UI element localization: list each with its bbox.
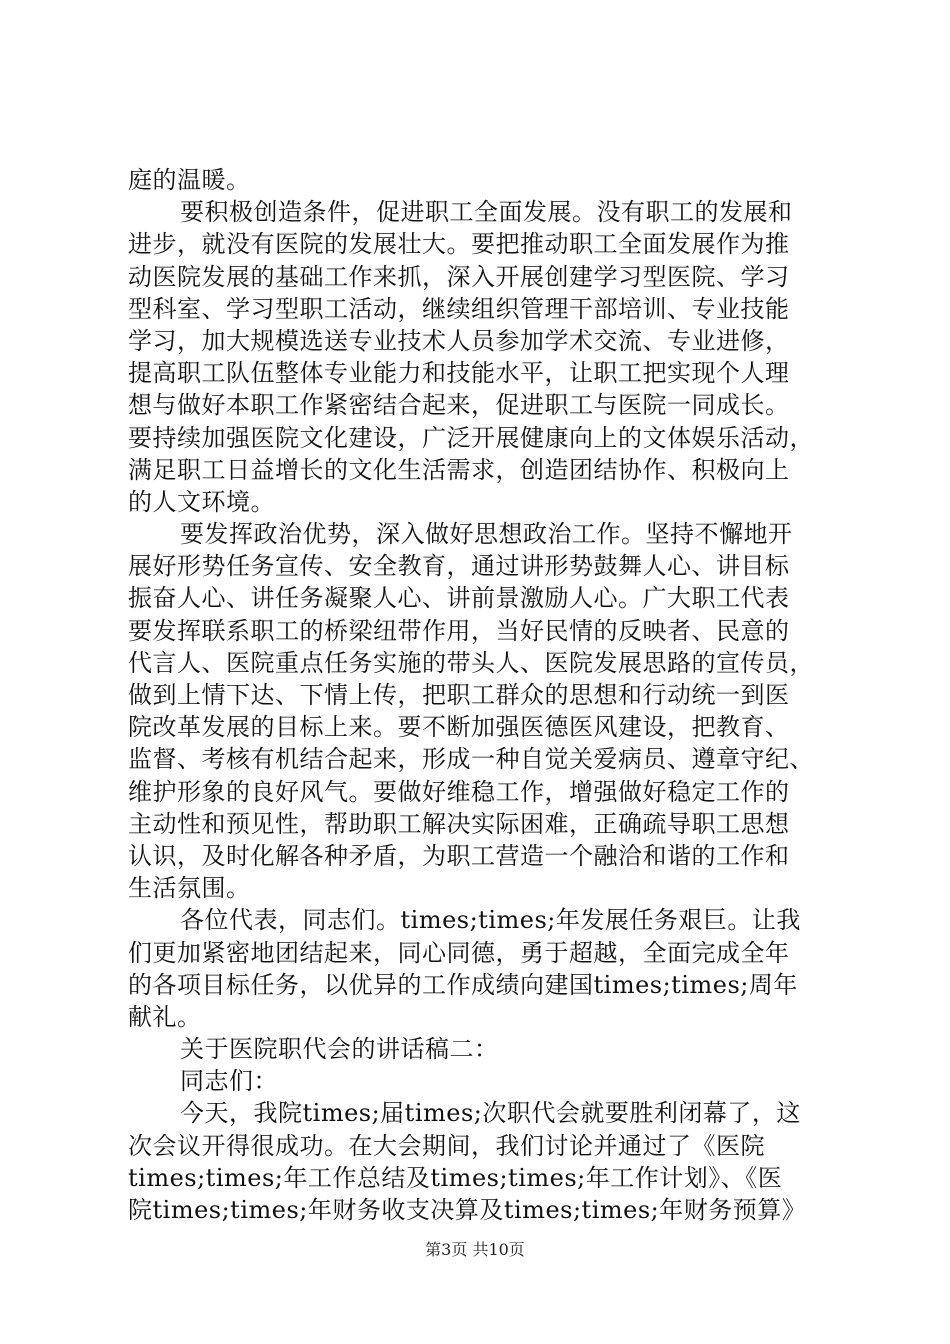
text-line: 的人文环境。 — [128, 487, 275, 516]
text-line: 提高职工队伍整体专业能力和技能水平，让职工把实现个人理 — [128, 359, 790, 388]
text-line: 振奋人心、讲任务凝聚人心、讲前景激励人心。广大职工代表 — [128, 584, 790, 613]
text-line: times;times;年工作总结及times;times;年工作计划》、《医 — [128, 1163, 783, 1192]
text-line: 庭的温暖。 — [128, 166, 251, 194]
text-line: 动医院发展的基础工作来抓，深入开展创建学习型医院、学习 — [128, 262, 790, 291]
text-line: 同志们： — [180, 1067, 278, 1096]
text-line: 今天，我院times;届times;次职代会就要胜利闭幕了，这 — [180, 1099, 801, 1128]
text-line: 们更加紧密地团结起来，同心同德，勇于超越，全面完成全年 — [128, 938, 790, 967]
text-line: 要持续加强医院文化建设，广泛开展健康向上的文体娱乐活动， — [128, 423, 814, 452]
text-line: 代言人、医院重点任务实施的带头人、医院发展思路的宣传员， — [128, 648, 814, 677]
text-line: 主动性和预见性，帮助职工解决实际困难，正确疏导职工思想 — [128, 809, 790, 838]
text-line: 要积极创造条件，促进职工全面发展。没有职工的发展和 — [180, 198, 793, 227]
text-line: 院改革发展的目标上来。要不断加强医德医风建设，把教育、 — [128, 713, 790, 742]
text-line: 型科室、学习型职工活动，继续组织管理干部培训、专业技能 — [128, 294, 790, 323]
text-line: 生活氛围。 — [128, 874, 251, 903]
page-number-footer: 第3页 共10页 — [425, 1240, 525, 1259]
text-line: 关于医院职代会的讲话稿二： — [180, 1035, 499, 1064]
text-line: 认识，及时化解各种矛盾，为职工营造一个融洽和谐的工作和 — [128, 841, 790, 870]
text-line: 展好形势任务宣传、安全教育，通过讲形势鼓舞人心、讲目标 — [128, 552, 790, 581]
text-line: 的各项目标任务，以优异的工作成绩向建国times;times;周年 — [128, 970, 798, 999]
text-line: 满足职工日益增长的文化生活需求，创造团结协作、积极向上 — [128, 455, 790, 484]
text-line: 献礼。 — [128, 1002, 202, 1031]
text-line: 要发挥政治优势，深入做好思想政治工作。坚持不懈地开 — [180, 520, 793, 549]
text-line: 做到上情下达、下情上传，把职工群众的思想和行动统一到医 — [128, 681, 790, 709]
text-line: 进步，就没有医院的发展壮大。要把推动职工全面发展作为推 — [128, 230, 790, 259]
document-body — [128, 164, 848, 1226]
text-line: 学习，加大规模选送专业技术人员参加学术交流、专业进修， — [128, 326, 790, 355]
text-line: 各位代表，同志们。times;times;年发展任务艰巨。让我 — [180, 906, 801, 935]
text-line: 想与做好本职工作紧密结合起来，促进职工与医院一同成长。 — [128, 391, 790, 420]
text-line: 维护形象的良好风气。要做好维稳工作，增强做好稳定工作的 — [128, 777, 790, 806]
text-line: 次会议开得很成功。在大会期间，我们讨论并通过了《医院 — [128, 1131, 765, 1160]
text-line: 要发挥联系职工的桥梁纽带作用，当好民情的反映者、民意的 — [128, 616, 790, 645]
text-line: 院times;times;年财务收支决算及times;times;年财务预算》 — [128, 1196, 807, 1224]
text-line: 监督、考核有机结合起来，形成一种自觉关爱病员、遵章守纪、 — [128, 745, 814, 774]
